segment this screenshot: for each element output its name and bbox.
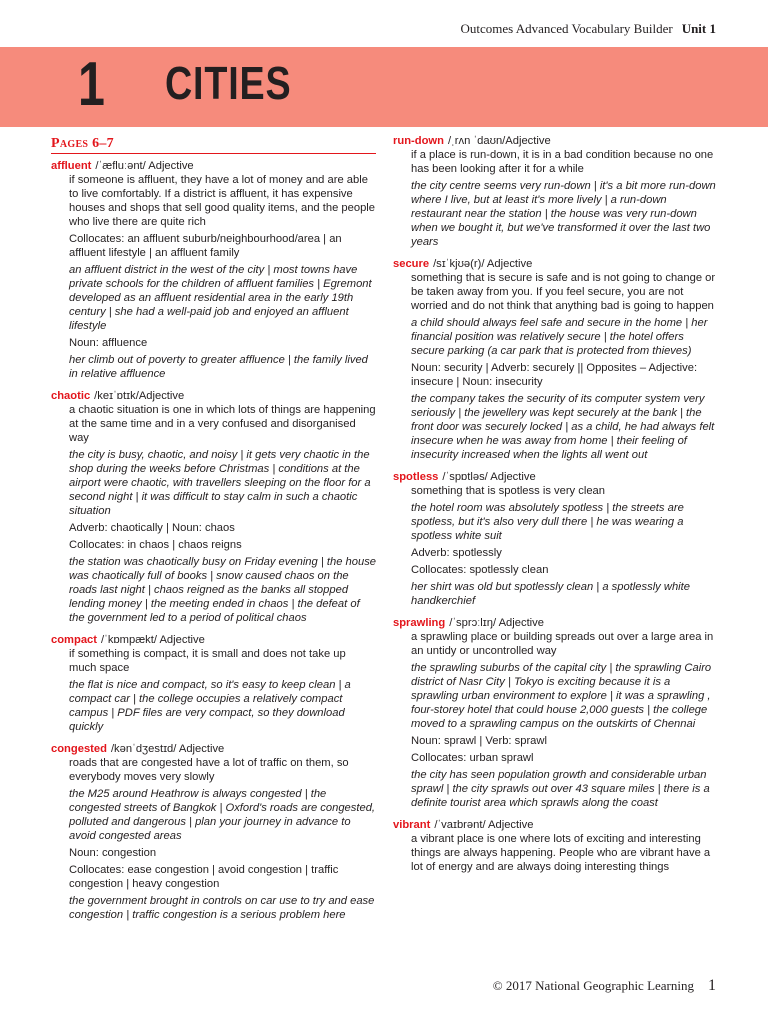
example-sentences: the flat is nice and compact, so it's easy to keep clean | a compact car | the college occupies a relatively compact campus | PDF files are very compact, so they download quickly <box>69 679 351 733</box>
example-sentences: an affluent district in the west of the city | most towns have private schools for the children of affluent families | Egremont developed as an affluent residential area in the early 19th century | she had a well-paid job and enjoyed an affluent lifestyle <box>69 264 372 332</box>
definition: roads that are congested have a lot of traffic on them, so everybody moves very slowly <box>69 757 349 783</box>
dictionary-entry <box>51 633 376 734</box>
entry-body <box>69 647 376 734</box>
headword-line <box>393 470 716 484</box>
word-info: Collocates: an affluent suburb/neighbourhood/area | an affluent lifestyle | an affluent family <box>69 233 342 259</box>
pronunciation: /ˈvaɪbrənt/ Adjective <box>434 819 534 831</box>
headword: secure <box>393 258 430 270</box>
unit-number: 1 <box>78 50 105 119</box>
entry-body <box>411 484 716 608</box>
unit-banner <box>0 47 768 127</box>
entry-body <box>69 173 376 381</box>
pronunciation: /ˈsprɔːlɪŋ/ Adjective <box>449 617 544 629</box>
definition: a vibrant place is one where lots of exciting and interesting things are always happening. People who are vibrant have a lot of energy and are always doing interesting things <box>411 833 711 873</box>
example-sentences: the station was chaotically busy on Friday evening | the house was chaotically full of books | snow caused chaos on the roads last night | chaos reigned as the banks all stopped lending money | the meeting ended in chaos | the defeat of the government led to a period of political chaos <box>69 556 377 624</box>
example-sentences: the M25 around Heathrow is always congested | the congested streets of Bangkok | Oxford's roads are congested, polluted and dangerous | plan your journey in advance to avoid congested areas <box>69 788 376 842</box>
headword-line <box>393 818 716 832</box>
headword: chaotic <box>51 390 91 402</box>
entry-body <box>411 148 716 249</box>
entry-body <box>411 832 716 874</box>
pronunciation: /sɪˈkjʊə(r)/ Adjective <box>433 258 533 270</box>
page-footer <box>493 977 716 995</box>
dictionary-entry <box>393 818 716 874</box>
headword-line <box>393 134 716 148</box>
word-info: Noun: congestion <box>69 847 157 859</box>
headword: congested <box>51 743 107 755</box>
dictionary-entry <box>393 257 716 462</box>
pronunciation: /ˈspɒtləs/ Adjective <box>442 471 536 483</box>
example-sentences: the city is busy, chaotic, and noisy | it gets very chaotic in the shop during the weeks before Christmas | conditions at the airport were chaotic, with travellers sleeping on the floor for a second night | it was difficult to stay calm in such a chaotic situation <box>69 449 371 517</box>
book-title: Outcomes Advanced Vocabulary Builder <box>460 21 673 36</box>
headword: spotless <box>393 471 439 483</box>
right-column <box>393 134 716 882</box>
headword-line <box>51 159 376 173</box>
headword-line <box>393 257 716 271</box>
dictionary-entry <box>51 742 376 922</box>
running-header <box>461 21 716 37</box>
right-entries <box>393 134 716 874</box>
dictionary-entry <box>393 134 716 249</box>
word-info: Collocates: ease congestion | avoid congestion | traffic congestion | heavy congestion <box>69 864 339 890</box>
entry-body <box>69 756 376 922</box>
entry-body <box>411 271 716 462</box>
pronunciation: /ˈkɒmpækt/ Adjective <box>101 634 205 646</box>
headword: sprawling <box>393 617 446 629</box>
example-sentences: the government brought in controls on car use to try and ease congestion | traffic congestion is a serious problem here <box>69 895 375 921</box>
left-column <box>51 136 376 930</box>
word-info: Collocates: spotlessly clean <box>411 564 549 576</box>
unit-title: CITIES <box>165 57 292 109</box>
example-sentences: the hotel room was absolutely spotless | the streets are spotless, but it's also very dull there | he was wearing a spotless white suit <box>411 502 684 542</box>
definition: a sprawling place or building spreads out over a large area in an untidy or uncontrolled way <box>411 631 714 657</box>
entry-body <box>69 403 376 625</box>
dictionary-entry <box>51 389 376 625</box>
dictionary-entry <box>393 616 716 810</box>
example-sentences: her climb out of poverty to greater affluence | the family lived in relative affluence <box>69 354 368 380</box>
word-info: Adverb: spotlessly <box>411 547 502 559</box>
headword: affluent <box>51 160 92 172</box>
example-sentences: the city centre seems very run-down | it's a bit more run-down where I live, but at least it's more lively | a run-down restaurant near the station | the house was very run-down when we bought it, but we've transformed it over the last two years <box>411 180 716 248</box>
copyright: © 2017 National Geographic Learning <box>492 978 694 993</box>
example-sentences: the sprawling suburbs of the capital city | the sprawling Cairo district of Nasr City | Tokyo is exciting because it is a sprawling urban environment to explore | it was a sprawling , four-storey hotel that could house 2,000 guests | the college moved to a sprawling campus on the outskirts of Chennai <box>411 662 712 730</box>
headword: compact <box>51 634 98 646</box>
example-sentences: her shirt was old but spotlessly clean | a spotlessly white handkerchief <box>411 581 690 607</box>
example-sentences: the company takes the security of its computer system very seriously | the jewellery was kept securely at the bank | the front door was securely locked | as a child, he had always felt insecure when he was away from home | their feeling of insecurity increased when the lights all went out <box>411 393 715 461</box>
example-sentences: a child should always feel safe and secure in the home | her financial position was relatively secure | the hotel offers secure parking (a car park that is protected from thieves) <box>411 317 708 357</box>
pronunciation: /ˌrʌn ˈdaʊn/Adjective <box>447 135 551 147</box>
dictionary-entry <box>51 159 376 381</box>
page-number: 1 <box>708 977 716 994</box>
headword-line <box>393 616 716 630</box>
word-info: Adverb: chaotically | Noun: chaos <box>69 522 235 534</box>
entry-body <box>411 630 716 810</box>
left-entries <box>51 159 376 922</box>
definition: something that is secure is safe and is not going to change or be taken away from you. If you feel secure, you are not worried and do not think that anything bad is going to happen <box>411 272 716 312</box>
word-info: Noun: affluence <box>69 337 148 349</box>
definition: a chaotic situation is one in which lots of things are happening at the same time and in a very confused and disorganised way <box>69 404 376 444</box>
section-heading: Pages 6–7 <box>51 136 376 154</box>
pronunciation: /kənˈdʒestɪd/ Adjective <box>110 743 225 755</box>
headword-line <box>51 742 376 756</box>
headword-line <box>51 389 376 403</box>
definition: if someone is affluent, they have a lot of money and are able to live comfortably. If a district is affluent, it has expensive houses and shops that sell good quality items, and the people who live there are quite rich <box>69 174 376 228</box>
word-info: Noun: sprawl | Verb: sprawl <box>411 735 547 747</box>
definition: if a place is run-down, it is in a bad condition because no one has been looking after it for a while <box>411 149 714 175</box>
example-sentences: the city has seen population growth and considerable urban sprawl | the city sprawls out over 43 square miles | there is a definite tourist area which sprawls along the coast <box>411 769 710 809</box>
definition: something that is spotless is very clean <box>411 485 606 497</box>
word-info: Noun: security | Adverb: securely || Opposites – Adjective: insecure | Noun: insecurity <box>411 362 698 388</box>
pronunciation: /ˈæfluːənt/ Adjective <box>95 160 194 172</box>
headword-line <box>51 633 376 647</box>
headword: vibrant <box>393 819 431 831</box>
word-info: Collocates: in chaos | chaos reigns <box>69 539 242 551</box>
definition: if something is compact, it is small and does not take up much space <box>69 648 346 674</box>
headword: run-down <box>393 135 444 147</box>
unit-label: Unit 1 <box>681 21 716 36</box>
pronunciation: /keɪˈɒtɪk/Adjective <box>94 390 185 402</box>
dictionary-entry <box>393 470 716 608</box>
word-info: Collocates: urban sprawl <box>411 752 534 764</box>
